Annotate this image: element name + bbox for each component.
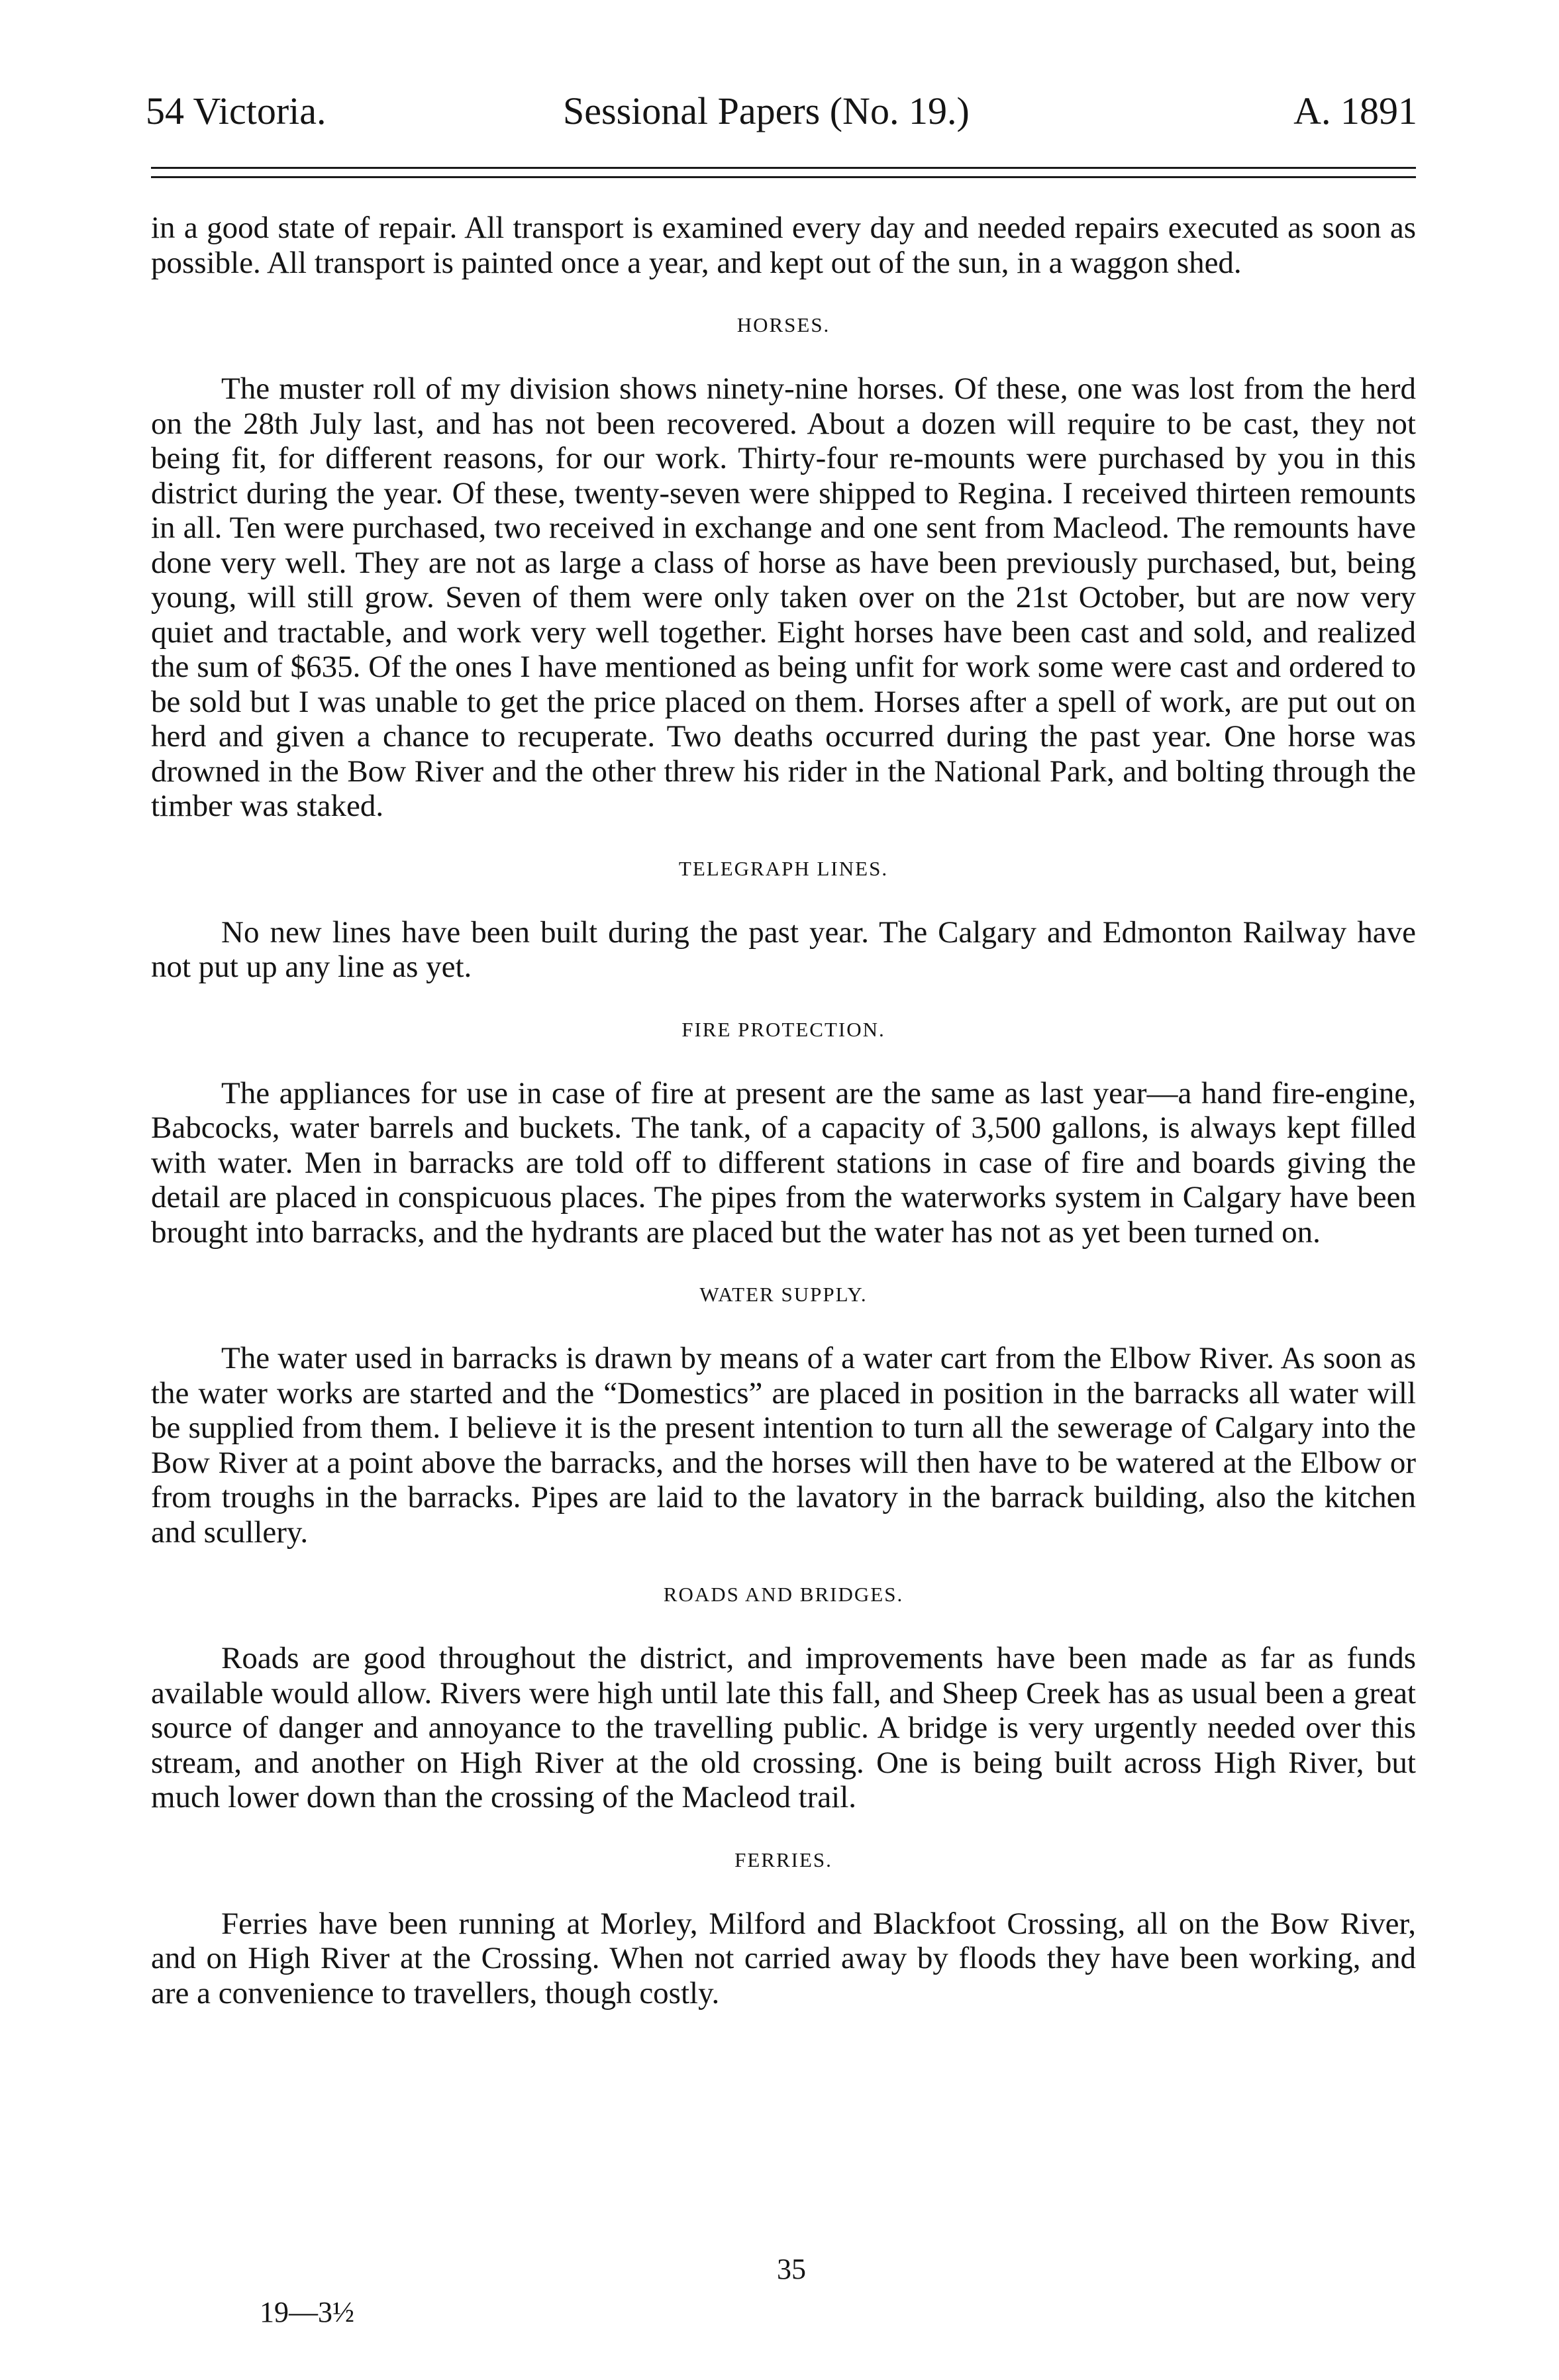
header-session: 54 Victoria.	[146, 89, 327, 132]
paragraph-fire-protection: The appliances for use in case of fire at present are the same as last year—a hand fire-engine, Babcocks, water barrels and buckets. The tank, of a capacity of 3,500 gallons, is always kept filled with water. Men in barracks are told off to different stations in case of fire and boards giving the detail are placed in conspicuous places. The pipes from the waterworks system in Calgary have been brought into barracks, and the hydrants are placed but the water has not as yet been turned on.	[151, 1075, 1416, 1250]
paragraph-ferries: Ferries have been running at Morley, Milford and Blackfoot Crossing, all on the Bow River, and on High River at the Crossing. When not carried away by floods they have been working, and are a convenience to travellers, though costly.	[151, 1906, 1416, 2010]
section-heading-telegraph-lines: TELEGRAPH LINES.	[678, 856, 889, 880]
header-year: A. 1891	[1293, 89, 1417, 132]
paragraph-horses: The muster roll of my division shows ninety-nine horses. Of these, one was lost from the herd on the 28th July last, and has not been recovered. About a dozen will require to be cast, they not being fit, for different reasons, for our work. Thirty-four re-mounts were purchased by you in this district during the year. Of these, twenty-seven were shipped to Regina. I received thirteen remounts in all. Ten were purchased, two received in exchange and one sent from Macleod. The remounts have done very well. They are not as large a class of horse as have been previously purchased, but, being young, will still grow. Seven of them were only taken over on the 21st October, but are now very quiet and tractable, and work very well together. Eight horses have been cast and sold, and realized the sum of $635. Of the ones I have mentioned as being unfit for work some were cast and ordered to be sold but I was unable to get the price placed on them. Horses after a spell of work, are put out on herd and given a chance to recuperate. Two deaths occurred during the past year. One horse was drowned in the Bow River and the other threw his rider in the National Park, and bolting through the timber was staked.	[151, 372, 1416, 823]
header-title: Sessional Papers (No. 19.)	[563, 89, 970, 132]
paragraph-roads-and-bridges: Roads are good throughout the district, and improvements have been made as far as funds available would allow. Rivers were high until late this fall, and Sheep Creek has as usual been a great source of danger and annoyance to the travelling public. A bridge is very urgently needed over this stream, and another on High River at the old crossing. One is being built across High River, but much lower down than the crossing of the Macleod trail.	[151, 1641, 1416, 1814]
section-heading-roads-and-bridges: ROADS AND BRIDGES.	[663, 1583, 904, 1606]
page-number: 35	[777, 2253, 806, 2285]
paragraph-water-supply: The water used in barracks is drawn by means of a water cart from the Elbow River. As soon as the water works are started and the “Domestics” are placed in position in the barracks all water will be supplied from them. I believe it is the present intention to turn all the sewerage of Calgary into the Bow River at a point above the barracks, and the horses will then have to be watered at the Elbow or from troughs in the barracks. Pipes are laid to the lavatory in the barrack building, also the kitchen and scullery.	[151, 1341, 1416, 1550]
paragraph-telegraph-lines: No new lines have been built during the past year. The Calgary and Edmonton Railway have not put up any line as yet.	[151, 915, 1416, 984]
section-heading-ferries: FERRIES.	[734, 1848, 832, 1871]
section-heading-fire-protection: FIRE PROTECTION.	[681, 1017, 885, 1041]
body-text	[151, 211, 1416, 2010]
paragraph-transport-continued: in a good state of repair. All transport is examined every day and needed repairs executed as soon as possible. All transport is painted once a year, and kept out of the sun, in a waggon shed.	[151, 211, 1416, 280]
section-heading-water-supply: WATER SUPPLY.	[699, 1283, 868, 1306]
running-head	[146, 85, 1417, 138]
header-rule-top	[151, 167, 1416, 169]
section-heading-horses: HORSES.	[736, 313, 830, 336]
printer-signature: 19—3½	[260, 2296, 354, 2328]
header-rule-bottom	[151, 176, 1416, 178]
